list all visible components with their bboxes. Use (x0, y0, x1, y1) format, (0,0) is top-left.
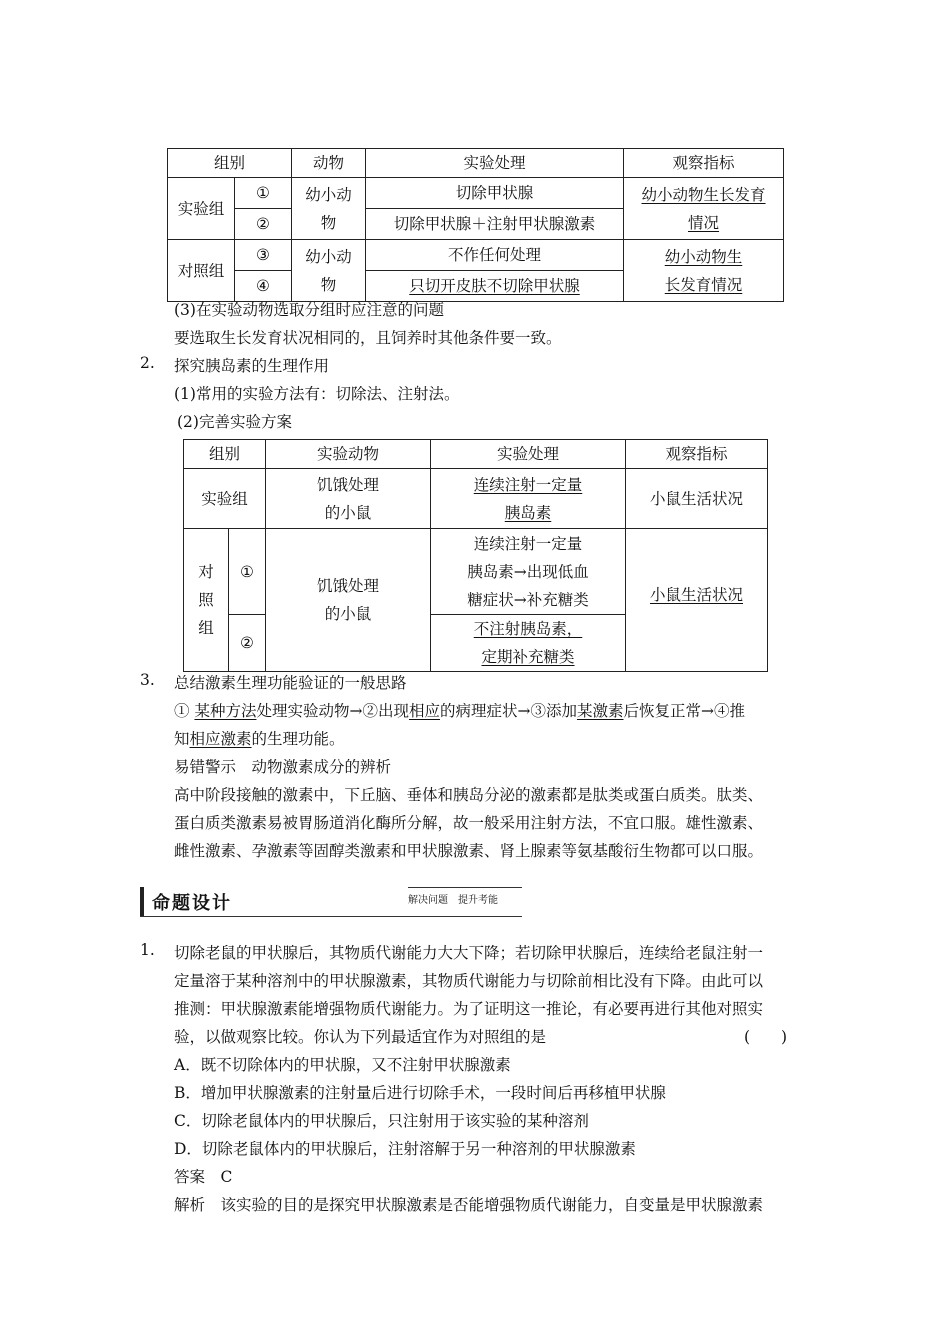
warning-line3: 雌性激素、孕激素等固醇类激素和甲状腺激素、肾上腺素等氨基酸衍生物都可以口服。 (174, 842, 764, 860)
table2-animal-line2: 的小鼠 (324, 605, 372, 623)
table1-row-num: ① (235, 178, 292, 209)
q1-line3: 推测：甲状腺激素能增强物质代谢能力。为了证明这一推论，有必要再进行其他对照实 (174, 1000, 764, 1018)
q1-option-b: B．增加甲状腺激素的注射量后进行切除手术，一段时间后再移植甲状腺 (174, 1084, 666, 1102)
table2-ctrl-num2: ② (229, 615, 266, 672)
table1-row-num: ③ (235, 240, 292, 271)
table2-treatment-ctrl2 (431, 615, 626, 672)
table1-row-num: ② (235, 209, 292, 240)
table2-header-observation: 观察指标 (626, 440, 768, 469)
q1-analysis: 解析 该实验的目的是探究甲状腺激素是否能增强物质代谢能力，自变量是甲状腺激素 (174, 1196, 764, 1214)
table1-treatment-cell: 切除甲状腺＋注射甲状腺激素 (366, 209, 624, 240)
table1-obs-exp (624, 178, 784, 240)
sec3-line2 (174, 727, 345, 749)
q1-line2: 定量溶于某种溶剂中的甲状腺激素，其物质代谢能力与切除前相比没有下降。由此可以 (174, 972, 764, 990)
section-header-title: 命题设计 (152, 893, 232, 914)
table2-animal-line2: 的小鼠 (324, 503, 372, 522)
table2-treatment-ctrl1 (431, 529, 626, 615)
section-header-mark (140, 887, 144, 917)
table2-ctrl2-line2: 定期补充糖类 (481, 648, 575, 666)
sec3-line1-fill: 某激素 (576, 702, 624, 720)
table2-animal-exp (266, 469, 431, 529)
q1-answer-bracket: ( ) (744, 1028, 788, 1046)
sec3-line2-part: 知 (174, 730, 190, 748)
table2-ctrl-group (184, 529, 229, 672)
table1-ctrl-group: 对照组 (168, 240, 235, 302)
section-header-topline (408, 887, 522, 888)
sec3-line1-fill: 某种方法 (194, 702, 257, 720)
table-thyroid-experiment (167, 148, 784, 302)
sec3-line1-part: 处理实验动物→②出现 (256, 702, 409, 720)
warning-title: 易错警示 动物激素成分的辨析 (174, 758, 392, 776)
table2-animal-ctrl (266, 529, 431, 672)
sec3-line2-part: 的生理功能。 (251, 730, 345, 748)
q1-line4: 验，以做观察比较。你认为下列最适宜作为对照组的是 (174, 1028, 547, 1046)
q1-answer: 答案 C (174, 1168, 233, 1186)
sec3-line1-part: ① (174, 702, 190, 720)
table2-ctrl-num1: ① (229, 529, 266, 615)
table2-treatment-exp (431, 469, 626, 529)
sec3-title: 总结激素生理功能验证的一般思路 (174, 674, 407, 692)
table1-animal-exp (292, 178, 366, 240)
table1-obs-line1: 幼小动物生长发育 (641, 185, 766, 204)
table-insulin-experiment (183, 439, 768, 672)
table2-ctrl-obs-text: 小鼠生活状况 (650, 586, 744, 604)
sec3-line1-part: 的病理症状→③添加 (439, 702, 577, 720)
sec2-number: 2. (140, 354, 155, 372)
table1-obs-line1: 幼小动物生 (664, 247, 743, 266)
table1-header-observation: 观察指标 (624, 149, 784, 178)
table1-animal-line1: 幼小动 (305, 247, 352, 266)
sec1-3-title: (3)在实验动物选取分组时应注意的问题 (174, 301, 444, 319)
warning-line1: 高中阶段接触的激素中，下丘脑、垂体和胰岛分泌的激素都是肽类或蛋白质类。肽类、 (174, 786, 764, 804)
sec3-line1-fill: 相应 (408, 702, 440, 720)
table1-animal-line2: 物 (320, 275, 337, 294)
table2-exp-group: 实验组 (184, 469, 266, 529)
table2-header-treatment: 实验处理 (431, 440, 626, 469)
sec3-number: 3. (140, 671, 155, 689)
table2-ctrl1-line3: 糖症状→补充糖类 (467, 590, 589, 609)
table2-ctrl2-line1: 不注射胰岛素， (473, 620, 583, 638)
sec3-line2-fill: 相应激素 (189, 730, 252, 748)
table2-ctrl1-line1: 连续注射一定量 (473, 534, 583, 553)
table2-animal-line1: 饥饿处理 (317, 577, 380, 595)
table1-animal-ctrl (292, 240, 366, 302)
sec2-p1: (1)常用的实验方法有：切除法、注射法。 (174, 385, 460, 403)
table1-animal-line1: 幼小动 (305, 185, 352, 204)
table2-header-group: 组别 (184, 440, 266, 469)
table1-obs-line2: 情况 (688, 213, 720, 232)
section-header-subtitle: 解决问题 提升考能 (408, 895, 498, 906)
table2-animal-line1: 饥饿处理 (317, 475, 380, 494)
table1-header-treatment: 实验处理 (366, 149, 624, 178)
table1-exp-group: 实验组 (168, 178, 235, 240)
table1-header-group: 组别 (168, 149, 292, 178)
table2-exp-treat-line1: 连续注射一定量 (473, 475, 583, 494)
q1-line1: 切除老鼠的甲状腺后，其物质代谢能力大大下降；若切除甲状腺后，连续给老鼠注射一 (174, 944, 764, 962)
table2-ctrl-char: 对 (198, 563, 214, 581)
section-header-bar (140, 887, 522, 917)
sec1-3-text: 要选取生长发育状况相同的，且饲养时其他条件要一致。 (174, 329, 562, 347)
table1-obs-line2: 长发育情况 (664, 275, 743, 294)
q1-number: 1. (140, 941, 155, 959)
q1-option-d: D．切除老鼠体内的甲状腺后，注射溶解于另一种溶剂的甲状腺激素 (174, 1140, 636, 1158)
sec2-p2: (2)完善实验方案 (177, 413, 292, 431)
sec3-line1-part: 后恢复正常→④推 (623, 702, 745, 720)
table1-header-animal: 动物 (292, 149, 366, 178)
table2-obs-exp: 小鼠生活状况 (626, 469, 768, 529)
q1-option-c: C．切除老鼠体内的甲状腺后，只注射用于该实验的某种溶剂 (174, 1112, 589, 1130)
table1-row-num: ④ (235, 271, 292, 302)
sec3-line1 (174, 699, 745, 721)
table1-treatment-underlined: 只切开皮肤不切除甲状腺 (409, 277, 580, 295)
table2-ctrl1-line2: 胰岛素→出现低血 (467, 562, 589, 581)
sec2-title: 探究胰岛素的生理作用 (174, 357, 330, 375)
table1-treatment-cell: 切除甲状腺 (366, 178, 624, 209)
table1-treatment-cell (366, 271, 624, 302)
table2-exp-treat-line2: 胰岛素 (504, 503, 552, 522)
table1-obs-ctrl (624, 240, 784, 302)
table1-animal-line2: 物 (320, 213, 337, 232)
table2-header-animal: 实验动物 (266, 440, 431, 469)
table1-treatment-cell: 不作任何处理 (366, 240, 624, 271)
table2-ctrl-char: 组 (198, 619, 214, 637)
table2-ctrl-char: 照 (198, 591, 214, 609)
warning-line2: 蛋白质类激素易被胃肠道消化酶所分解，故一般采用注射方法，不宜口服。雄性激素、 (174, 814, 764, 832)
q1-option-a: A．既不切除体内的甲状腺，又不注射甲状腺激素 (174, 1056, 511, 1074)
table2-obs-ctrl (626, 529, 768, 672)
section-header-underline (140, 916, 522, 917)
